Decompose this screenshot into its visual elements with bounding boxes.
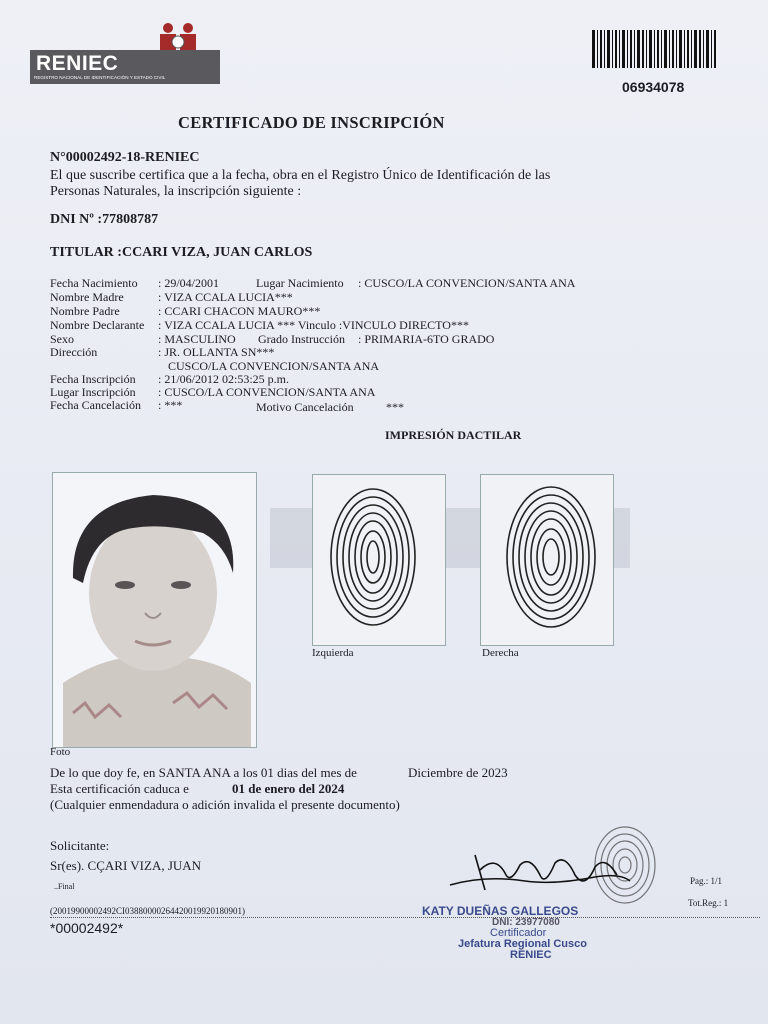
titular-name: TITULAR :CCARI VIZA, JUAN CARLOS <box>50 245 313 260</box>
right-fingerprint-frame <box>480 474 614 646</box>
expiry-date: 01 de enero del 2024 <box>232 781 345 796</box>
certificate-number: N°00002492-18-RENIEC <box>50 150 200 165</box>
value-direccion-1: : JR. OLLANTA SN*** <box>158 345 275 359</box>
value-nombre-padre: : CCARI CHACON MAURO*** <box>158 304 321 318</box>
solicitante-name: Sr(es). CÇARI VIZA, JUAN <box>50 858 202 873</box>
label-fecha-cancelacion: Fecha Cancelación <box>50 398 141 412</box>
logo-subtitle: REGISTRO NACIONAL DE IDENTIFICACIÓN Y ESTADO CIVIL <box>34 75 166 80</box>
intro-line-2: Personas Naturales, la inscripción siguiente : <box>50 184 302 199</box>
signer-office: Jefatura Regional Cusco <box>458 938 587 950</box>
value-motivo-cancelacion: *** <box>386 400 404 414</box>
person-photo <box>53 473 256 747</box>
label-fecha-inscripcion: Fecha Inscripción <box>50 372 136 386</box>
closing-line-3: (Cualquier enmendadura o adición invalida el presente documento) <box>50 797 400 812</box>
family-logo-icon <box>150 22 340 52</box>
closing-line-2: Esta certificación caduca e <box>50 781 189 796</box>
value-fecha-inscripcion: : 21/06/2012 02:53:25 p.m. <box>158 372 290 386</box>
value-fecha-nacimiento: : 29/04/2001 <box>158 276 220 290</box>
label-grado: Grado Instrucción <box>258 332 345 346</box>
label-lugar-inscripcion: Lugar Inscripción <box>50 385 136 399</box>
final-label: ..Final <box>54 882 75 891</box>
total-records: Tot.Reg.: 1 <box>688 898 729 908</box>
left-fingerprint-frame <box>312 474 446 646</box>
left-fingerprint <box>313 475 445 645</box>
solicitante-label: Solicitante: <box>50 838 110 853</box>
right-fingerprint <box>481 475 613 645</box>
label-lugar-nacimiento: Lugar Nacimiento <box>256 276 344 290</box>
label-direccion: Dirección <box>50 345 98 359</box>
signer-dni: DNI: 23977080 <box>492 917 560 928</box>
label-nombre-madre: Nombre Madre <box>50 290 124 304</box>
fingerprint-section-title: IMPRESIÓN DACTILAR <box>385 428 522 442</box>
footer-code: *00002492* <box>50 920 124 936</box>
intro-line-1: El que suscribe certifica que a la fecha, obra en el Registro Único de Identificación de las <box>50 168 551 183</box>
dni-number: DNI Nº :77808787 <box>50 212 159 227</box>
label-nombre-declarante: Nombre Declarante <box>50 318 145 332</box>
signer-org: RENIEC <box>510 949 552 961</box>
value-nombre-madre: : VIZA CCALA LUCIA*** <box>158 290 293 304</box>
photo-caption: Foto <box>50 746 71 758</box>
logo-text: RENIEC <box>36 52 119 75</box>
signer-role: Certificador <box>490 927 547 939</box>
signature <box>445 845 635 900</box>
barcode <box>590 30 718 68</box>
value-fecha-cancelacion: : *** <box>158 398 183 412</box>
value-sexo: : MASCULINO <box>158 332 236 346</box>
right-fingerprint-label: Derecha <box>482 647 519 659</box>
value-lugar-inscripcion: : CUSCO/LA CONVENCION/SANTA ANA <box>158 385 376 399</box>
left-fingerprint-label: Izquierda <box>312 647 354 659</box>
label-fecha-nacimiento: Fecha Nacimiento <box>50 276 138 290</box>
value-direccion-2: CUSCO/LA CONVENCION/SANTA ANA <box>168 359 380 373</box>
closing-line-1: De lo que doy fe, en SANTA ANA a los 01 dias del mes de <box>50 765 357 780</box>
label-sexo: Sexo <box>50 332 74 346</box>
value-lugar-nacimiento: : CUSCO/LA CONVENCION/SANTA ANA <box>358 276 576 290</box>
reniec-logo <box>30 22 220 86</box>
page-title: CERTIFICADO DE INSCRIPCIÓN <box>178 113 445 132</box>
document-code: 06934078 <box>622 79 685 95</box>
long-code: (20019900002492CI03880000264420019920180901) <box>50 906 245 916</box>
photo-frame <box>52 472 257 748</box>
page-number: Pag.: 1/1 <box>690 876 723 886</box>
closing-date: Diciembre de 2023 <box>408 765 508 780</box>
value-grado: : PRIMARIA-6TO GRADO <box>358 332 495 346</box>
signer-name: KATY DUEÑAS GALLEGOS <box>422 904 579 918</box>
label-motivo-cancelacion: Motivo Cancelación <box>256 400 354 414</box>
value-nombre-declarante: : VIZA CCALA LUCIA *** Vinculo :VINCULO DIRECTO*** <box>158 318 469 332</box>
label-nombre-padre: Nombre Padre <box>50 304 120 318</box>
